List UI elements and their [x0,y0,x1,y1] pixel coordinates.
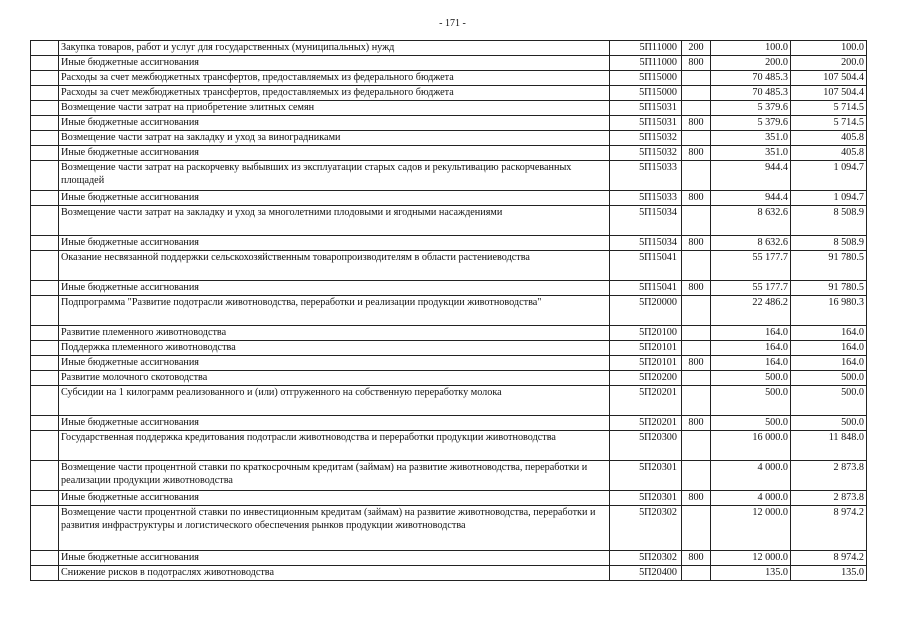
row-code-cell: 5П15032 [610,146,682,161]
row-index-cell [31,71,59,86]
row-expense-type-cell [682,431,711,461]
row-expense-type-cell [682,506,711,551]
row-name-cell: Иные бюджетные ассигнования [59,116,610,131]
row-index-cell [31,296,59,326]
row-value-2-cell: 164.0 [791,341,867,356]
row-code-cell: 5П20101 [610,341,682,356]
budget-table-body [31,41,867,581]
row-name-cell: Возмещение части затрат на раскорчевку выбывших из эксплуатации старых садов и рекультивацию раскорчеванных площадей [59,161,610,191]
row-value-2-cell: 107 504.4 [791,71,867,86]
row-value-1-cell: 8 632.6 [711,206,791,236]
row-code-cell: 5П15033 [610,161,682,191]
row-name-cell: Иные бюджетные ассигнования [59,416,610,431]
row-index-cell [31,491,59,506]
row-name-cell: Иные бюджетные ассигнования [59,281,610,296]
row-code-cell: 5П20101 [610,356,682,371]
row-code-cell: 5П20201 [610,386,682,416]
row-name-cell: Субсидии на 1 килограмм реализованного и (или) отгруженного на собственную переработку молока [59,386,610,416]
table-row [31,191,867,206]
row-value-2-cell: 135.0 [791,566,867,581]
row-code-cell: 5П15000 [610,71,682,86]
table-row [31,251,867,281]
row-name-cell: Иные бюджетные ассигнования [59,236,610,251]
row-index-cell [31,251,59,281]
row-index-cell [31,86,59,101]
row-value-1-cell: 5 379.6 [711,116,791,131]
table-row [31,431,867,461]
row-value-1-cell: 12 000.0 [711,551,791,566]
row-value-2-cell: 8 974.2 [791,506,867,551]
row-value-2-cell: 405.8 [791,131,867,146]
row-code-cell: 5П20301 [610,461,682,491]
row-expense-type-cell [682,371,711,386]
table-row [31,71,867,86]
row-value-1-cell: 164.0 [711,326,791,341]
row-expense-type-cell [682,326,711,341]
row-index-cell [31,461,59,491]
table-row [31,416,867,431]
row-expense-type-cell: 800 [682,236,711,251]
row-code-cell: 5П20302 [610,506,682,551]
row-value-2-cell: 2 873.8 [791,491,867,506]
row-name-cell: Развитие молочного скотоводства [59,371,610,386]
row-name-cell: Снижение рисков в подотраслях животноводства [59,566,610,581]
table-row [31,491,867,506]
row-index-cell [31,116,59,131]
row-expense-type-cell [682,86,711,101]
row-value-1-cell: 164.0 [711,341,791,356]
row-index-cell [31,56,59,71]
row-expense-type-cell: 200 [682,41,711,56]
row-expense-type-cell: 800 [682,116,711,131]
table-row [31,116,867,131]
table-row [31,326,867,341]
row-expense-type-cell [682,341,711,356]
row-index-cell [31,416,59,431]
row-value-1-cell: 22 486.2 [711,296,791,326]
row-index-cell [31,146,59,161]
row-value-1-cell: 500.0 [711,386,791,416]
row-code-cell: 5П15032 [610,131,682,146]
row-name-cell: Иные бюджетные ассигнования [59,491,610,506]
table-row [31,281,867,296]
row-code-cell: 5П15034 [610,236,682,251]
row-name-cell: Иные бюджетные ассигнования [59,191,610,206]
row-code-cell: 5П15000 [610,86,682,101]
row-value-1-cell: 500.0 [711,416,791,431]
row-name-cell: Государственная поддержка кредитования подотрасли животноводства и переработки продукции животноводства [59,431,610,461]
row-name-cell: Иные бюджетные ассигнования [59,356,610,371]
row-expense-type-cell: 800 [682,356,711,371]
row-index-cell [31,506,59,551]
row-value-2-cell: 16 980.3 [791,296,867,326]
row-value-2-cell: 91 780.5 [791,251,867,281]
row-name-cell: Иные бюджетные ассигнования [59,146,610,161]
row-value-1-cell: 944.4 [711,161,791,191]
table-row [31,506,867,551]
row-index-cell [31,371,59,386]
row-name-cell: Возмещение части затрат на приобретение элитных семян [59,101,610,116]
row-index-cell [31,41,59,56]
row-value-2-cell: 500.0 [791,371,867,386]
row-expense-type-cell: 800 [682,191,711,206]
row-index-cell [31,551,59,566]
row-expense-type-cell [682,206,711,236]
row-code-cell: 5П15041 [610,251,682,281]
table-row [31,386,867,416]
row-expense-type-cell [682,296,711,326]
row-code-cell: 5П15031 [610,116,682,131]
row-expense-type-cell: 800 [682,146,711,161]
table-row [31,131,867,146]
row-name-cell: Развитие племенного животноводства [59,326,610,341]
row-value-1-cell: 351.0 [711,146,791,161]
row-value-2-cell: 8 508.9 [791,206,867,236]
row-code-cell: 5П20201 [610,416,682,431]
row-index-cell [31,236,59,251]
budget-table [30,40,867,581]
row-value-2-cell: 500.0 [791,416,867,431]
row-code-cell: 5П20300 [610,431,682,461]
row-name-cell: Оказание несвязанной поддержки сельскохозяйственным товаропроизводителям в области растениеводства [59,251,610,281]
table-row [31,296,867,326]
row-value-1-cell: 164.0 [711,356,791,371]
row-index-cell [31,326,59,341]
row-value-1-cell: 12 000.0 [711,506,791,551]
row-index-cell [31,281,59,296]
row-name-cell: Возмещение части процентной ставки по краткосрочным кредитам (займам) на развитие животноводства, переработки и реализации продукции животноводства [59,461,610,491]
table-row [31,566,867,581]
row-expense-type-cell [682,71,711,86]
row-expense-type-cell [682,461,711,491]
row-code-cell: 5П20400 [610,566,682,581]
row-index-cell [31,131,59,146]
row-code-cell: 5П20200 [610,371,682,386]
table-row [31,236,867,251]
row-value-1-cell: 70 485.3 [711,86,791,101]
row-value-2-cell: 5 714.5 [791,101,867,116]
table-row [31,56,867,71]
row-index-cell [31,356,59,371]
row-expense-type-cell: 800 [682,551,711,566]
row-code-cell: 5П15033 [610,191,682,206]
table-row [31,101,867,116]
row-expense-type-cell [682,566,711,581]
row-value-1-cell: 500.0 [711,371,791,386]
row-value-1-cell: 16 000.0 [711,431,791,461]
table-row [31,341,867,356]
table-row [31,551,867,566]
row-code-cell: 5П15041 [610,281,682,296]
page-number: - 171 - [439,18,466,29]
row-expense-type-cell: 800 [682,416,711,431]
row-name-cell: Закупка товаров, работ и услуг для государственных (муниципальных) нужд [59,41,610,56]
row-name-cell: Поддержка племенного животноводства [59,341,610,356]
row-value-2-cell: 164.0 [791,356,867,371]
row-expense-type-cell [682,101,711,116]
row-value-2-cell: 5 714.5 [791,116,867,131]
row-value-2-cell: 107 504.4 [791,86,867,101]
row-value-1-cell: 4 000.0 [711,461,791,491]
row-code-cell: 5П15031 [610,101,682,116]
row-index-cell [31,191,59,206]
row-index-cell [31,101,59,116]
row-expense-type-cell: 800 [682,281,711,296]
row-value-1-cell: 200.0 [711,56,791,71]
row-code-cell: 5П11000 [610,41,682,56]
row-code-cell: 5П15034 [610,206,682,236]
row-code-cell: 5П20301 [610,491,682,506]
row-value-2-cell: 91 780.5 [791,281,867,296]
row-expense-type-cell [682,251,711,281]
row-index-cell [31,431,59,461]
row-value-1-cell: 944.4 [711,191,791,206]
table-row [31,146,867,161]
table-row [31,41,867,56]
row-name-cell: Расходы за счет межбюджетных трансфертов, предоставляемых из федерального бюджета [59,86,610,101]
row-name-cell: Подпрограмма "Развитие подотрасли животноводства, переработки и реализации продукции животноводства" [59,296,610,326]
row-expense-type-cell [682,386,711,416]
row-expense-type-cell [682,131,711,146]
row-name-cell: Иные бюджетные ассигнования [59,551,610,566]
table-row [31,356,867,371]
table-row [31,206,867,236]
row-name-cell: Иные бюджетные ассигнования [59,56,610,71]
row-code-cell: 5П20000 [610,296,682,326]
row-value-1-cell: 135.0 [711,566,791,581]
table-row [31,461,867,491]
row-code-cell: 5П11000 [610,56,682,71]
row-value-1-cell: 4 000.0 [711,491,791,506]
row-value-2-cell: 500.0 [791,386,867,416]
row-value-2-cell: 2 873.8 [791,461,867,491]
row-value-2-cell: 405.8 [791,146,867,161]
row-value-2-cell: 1 094.7 [791,161,867,191]
row-value-1-cell: 55 177.7 [711,251,791,281]
row-value-2-cell: 8 508.9 [791,236,867,251]
row-name-cell: Возмещение части затрат на закладку и уход за виноградниками [59,131,610,146]
table-row [31,161,867,191]
row-name-cell: Возмещение части затрат на закладку и уход за многолетними плодовыми и ягодными насаждениями [59,206,610,236]
row-code-cell: 5П20302 [610,551,682,566]
row-expense-type-cell: 800 [682,56,711,71]
row-value-1-cell: 55 177.7 [711,281,791,296]
row-index-cell [31,206,59,236]
row-value-2-cell: 11 848.0 [791,431,867,461]
row-index-cell [31,386,59,416]
row-value-1-cell: 351.0 [711,131,791,146]
row-value-2-cell: 100.0 [791,41,867,56]
row-value-1-cell: 8 632.6 [711,236,791,251]
row-value-1-cell: 70 485.3 [711,71,791,86]
row-name-cell: Возмещение части процентной ставки по инвестиционным кредитам (займам) на развитие животноводства, переработки и развития инфраструктуры и логистического обеспечения рынков продукции животноводства [59,506,610,551]
row-index-cell [31,341,59,356]
row-value-1-cell: 100.0 [711,41,791,56]
row-value-2-cell: 200.0 [791,56,867,71]
table-row [31,371,867,386]
table-row [31,86,867,101]
row-index-cell [31,161,59,191]
row-value-2-cell: 8 974.2 [791,551,867,566]
row-value-1-cell: 5 379.6 [711,101,791,116]
row-value-2-cell: 1 094.7 [791,191,867,206]
row-index-cell [31,566,59,581]
row-name-cell: Расходы за счет межбюджетных трансфертов, предоставляемых из федерального бюджета [59,71,610,86]
row-code-cell: 5П20100 [610,326,682,341]
row-value-2-cell: 164.0 [791,326,867,341]
row-expense-type-cell [682,161,711,191]
row-expense-type-cell: 800 [682,491,711,506]
